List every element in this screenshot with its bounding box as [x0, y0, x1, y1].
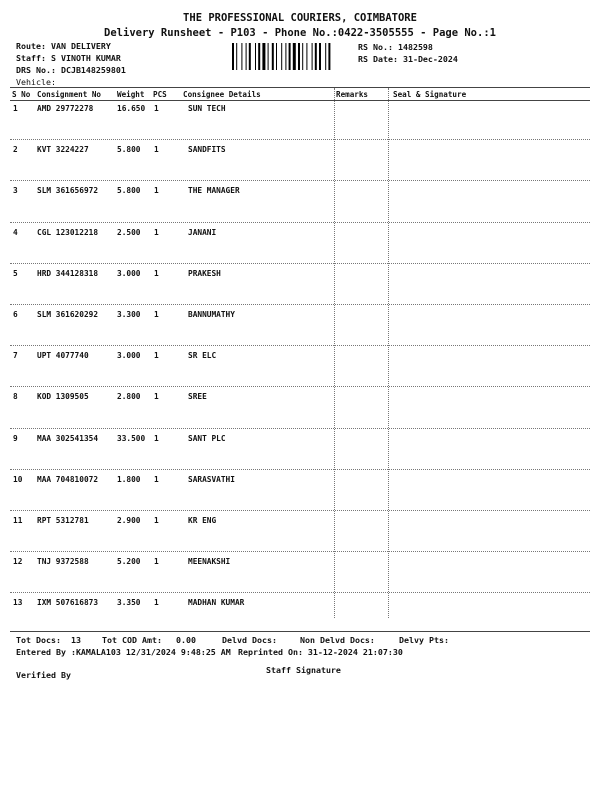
- row-weight: 2.500: [117, 227, 141, 237]
- row-consignee: SR ELC: [188, 351, 217, 361]
- row-consignment-no: IXM 507616873: [37, 598, 99, 608]
- col-seal-signature: Seal & Signature: [393, 90, 467, 99]
- row-pcs: 1: [154, 474, 159, 484]
- row-divider: [10, 386, 590, 387]
- row-sno: 3: [13, 186, 18, 196]
- row-weight: 5.800: [117, 186, 141, 196]
- row-weight: 5.200: [117, 557, 141, 567]
- row-divider: [10, 428, 590, 429]
- row-consignment-no: UPT 4077740: [37, 351, 89, 361]
- row-consignment-no: TNJ 9372588: [37, 557, 89, 567]
- row-consignee: JANANI: [188, 227, 217, 237]
- tot-cod-value: 0.00: [176, 635, 196, 645]
- col-pcs: PCS: [153, 90, 167, 99]
- row-consignment-no: MAA 302541354: [37, 433, 99, 443]
- row-divider: [10, 180, 590, 181]
- row-sno: 13: [13, 598, 23, 608]
- row-consignee: KR ENG: [188, 516, 217, 525]
- row-weight: 3.000: [117, 268, 141, 278]
- row-sno: 8: [13, 392, 18, 402]
- row-consignee: SANDFITS: [188, 145, 226, 155]
- col-remarks: Remarks: [336, 90, 369, 99]
- col-consignment: Consignment No: [37, 90, 102, 99]
- row-divider: [10, 510, 590, 511]
- row-consignment-no: RPT 5312781: [37, 516, 89, 525]
- col-weight: Weight: [117, 90, 145, 99]
- row-consignee: PRAKESH: [188, 268, 221, 278]
- delvy-pts-label: Delvy Pts:: [399, 635, 449, 645]
- row-pcs: 1: [154, 351, 159, 361]
- row-consignee: SUN TECH: [188, 104, 226, 113]
- row-consignment-no: CGL 123012218: [37, 227, 99, 237]
- row-consignment-no: SLM 361656972: [37, 186, 99, 196]
- row-consignment-no: SLM 361620292: [37, 310, 99, 319]
- row-divider: [10, 469, 590, 470]
- tot-cod-label: Tot COD Amt:: [102, 635, 162, 645]
- barcode-image: [232, 43, 350, 70]
- row-weight: 3.300: [117, 310, 141, 319]
- row-divider: [10, 263, 590, 264]
- row-sno: 11: [13, 516, 23, 525]
- row-sno: 4: [13, 227, 18, 237]
- row-pcs: 1: [154, 433, 159, 443]
- row-pcs: 1: [154, 310, 159, 319]
- row-consignee: THE MANAGER: [188, 186, 240, 196]
- row-weight: 16.650: [117, 104, 146, 113]
- col-consignee: Consignee Details: [183, 90, 261, 99]
- entered-by: Entered By :KAMALA103 12/31/2024 9:48:25 AM: [16, 647, 231, 657]
- row-pcs: 1: [154, 392, 159, 402]
- row-pcs: 1: [154, 227, 159, 237]
- row-consignee: BANNUMATHY: [188, 310, 235, 319]
- row-weight: 1.800: [117, 474, 141, 484]
- tot-docs-label: Tot Docs:: [16, 635, 61, 645]
- delvd-docs-label: Delvd Docs:: [222, 635, 277, 645]
- tot-docs-value: 13: [71, 635, 81, 645]
- table-header-rule: [10, 100, 590, 101]
- row-weight: 2.900: [117, 516, 141, 525]
- rs-number: RS No.: 1482598: [358, 42, 433, 52]
- row-weight: 3.000: [117, 351, 141, 361]
- row-consignee: SARASVATHI: [188, 474, 235, 484]
- row-divider: [10, 304, 590, 305]
- vehicle-label: Vehicle:: [16, 77, 56, 87]
- row-pcs: 1: [154, 557, 159, 567]
- row-pcs: 1: [154, 516, 159, 525]
- row-divider: [10, 222, 590, 223]
- route-label: Route: VAN DELIVERY: [16, 41, 111, 51]
- row-sno: 9: [13, 433, 18, 443]
- row-consignee: SANT PLC: [188, 433, 226, 443]
- row-divider: [10, 345, 590, 346]
- row-consignment-no: KOD 1309505: [37, 392, 89, 402]
- drs-number: DRS No.: DCJB148259801: [16, 65, 126, 75]
- rs-date: RS Date: 31-Dec-2024: [358, 54, 458, 64]
- reprinted-on: Reprinted On: 31-12-2024 21:07:30: [238, 647, 403, 657]
- table-top-rule: [10, 87, 590, 88]
- row-consignment-no: MAA 704810072: [37, 474, 99, 484]
- non-delvd-docs-label: Non Delvd Docs:: [300, 635, 375, 645]
- row-weight: 33.500: [117, 433, 146, 443]
- row-weight: 2.800: [117, 392, 141, 402]
- staff-label: Staff: S VINOTH KUMAR: [16, 53, 121, 63]
- row-consignment-no: HRD 344128318: [37, 268, 99, 278]
- row-divider: [10, 551, 590, 552]
- row-pcs: 1: [154, 104, 159, 113]
- row-consignee: MADHAN KUMAR: [188, 598, 245, 608]
- company-title: THE PROFESSIONAL COURIERS, COIMBATORE: [183, 12, 417, 24]
- row-consignee: MEENAKSHI: [188, 557, 231, 567]
- row-pcs: 1: [154, 186, 159, 196]
- signature-divider: [388, 88, 389, 618]
- row-sno: 10: [13, 474, 23, 484]
- row-consignment-no: KVT 3224227: [37, 145, 89, 155]
- footer-top-rule: [10, 631, 590, 632]
- row-divider: [10, 139, 590, 140]
- row-weight: 3.350: [117, 598, 141, 608]
- row-sno: 2: [13, 145, 18, 155]
- row-consignee: SREE: [188, 392, 207, 402]
- row-consignment-no: AMD 29772278: [37, 104, 94, 113]
- row-sno: 12: [13, 557, 23, 567]
- row-pcs: 1: [154, 145, 159, 155]
- row-pcs: 1: [154, 598, 159, 608]
- row-divider: [10, 592, 590, 593]
- row-pcs: 1: [154, 268, 159, 278]
- remarks-divider: [334, 88, 335, 618]
- row-sno: 7: [13, 351, 18, 361]
- row-sno: 5: [13, 268, 18, 278]
- runsheet-subtitle: Delivery Runsheet - P103 - Phone No.:0422-3505555 - Page No.:1: [104, 27, 496, 39]
- staff-signature-label: Staff Signature: [266, 665, 341, 675]
- row-weight: 5.800: [117, 145, 141, 155]
- verified-by-label: Verified By: [16, 670, 71, 680]
- col-sno: S No: [12, 90, 31, 99]
- row-sno: 6: [13, 310, 18, 319]
- row-sno: 1: [13, 104, 18, 113]
